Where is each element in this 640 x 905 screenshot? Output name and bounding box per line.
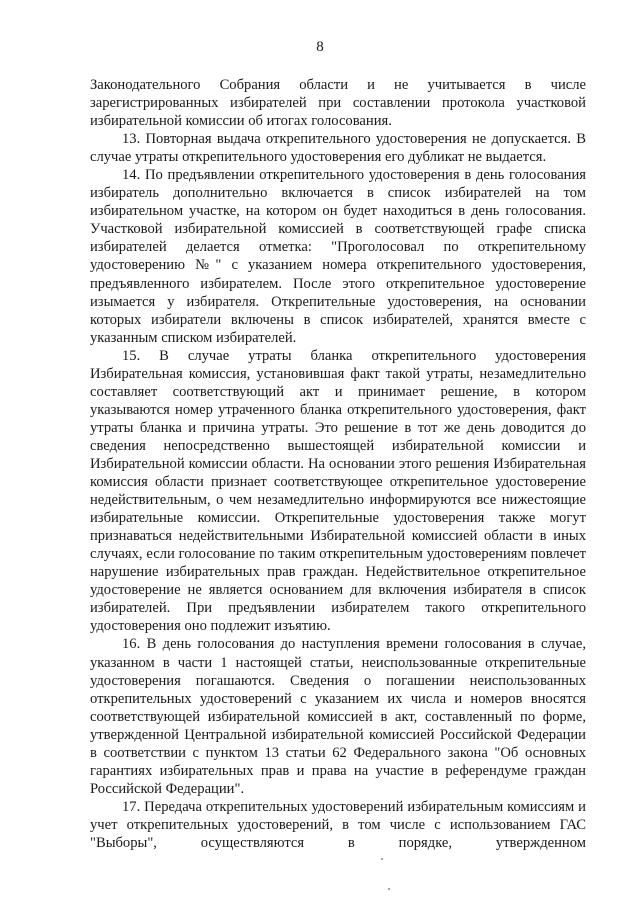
paragraph-14: 14. По предъявлении открепительного удостоверения в день голосования избиратель дополнительно включается в список избирателей на том избирательном участке, на котором он будет находиться в день голосования. Участковой избирательной комиссией в соответствующей графе списка избирателей делается отметка: "Проголосовал по открепительному удостоверению №" с указанием номера открепительного удостоверения, предъявленного избирателем. После этого открепительное удостоверение изымается у избирателя. Открепительные удостоверения, на основании которых избиратели включены в список избирателей, хранятся вместе с указанным списком избирателей. [90,167,586,346]
paragraph-17: 17. Передача открепительных удостоверений избирательным комиссиям и учет открепительных удостоверений, в том числе с использованием ГАС "Выборы", осуществляются в порядке, утвержденном [90,798,586,851]
scan-speck [381,858,383,860]
paragraph-13: 13. Повторная выдача открепительного удостоверения не допускается. В случае утраты открепительного удостоверения его дубликат не выдается. [90,131,586,166]
paragraph-16: 16. В день голосования до наступления времени голосования в случае, указанном в части 1 настоящей статьи, неиспользованные открепительные удостоверения погашаются. Сведения о погашении неиспользованных открепительных удостоверений с указанием их числа и номеров вносятся соответствующей избирательной комиссией в акт, составленный по форме, утвержденной Центральной избирательной комиссией Российской Федерации в соответствии с пунктом 13 статьи 62 Федерального закона "Об основных гарантиях избирательных прав и права на участие в референдуме граждан Российской Федерации". [90,636,586,797]
page-number: 8 [316,39,324,55]
document-body [90,76,586,852]
paragraph-continuation: Законодательного Собрания области и не учитывается в числе зарегистрированных избирателей при составлении протокола участковой избирательной комиссии об итогах голосования. [90,77,586,130]
scan-speck [388,888,390,890]
paragraph-15: 15. В случае утраты бланка открепительного удостоверения Избирательная комиссия, установившая факт такой утраты, незамедлительно составляет соответствующий акт и принимает решение, в котором указываются номер утраченного бланка открепительного удостоверения, факт утраты бланка и причина утраты. Это решение в тот же день доводится до сведения непосредственно вышестоящей избирательной комиссии и Избирательной комиссии области. На основании этого решения Избирательная комиссия области признает соответствующее открепительное удостоверение недействительным, о чем незамедлительно информируются все нижестоящие избирательные комиссии. Открепительные удостоверения также могут признаваться недействительными Избирательной комиссией области в иных случаях, если голосование по таким открепительным удостоверениям повлечет нарушение избирательных прав граждан. Недействительное открепительное удостоверение не является основанием для включения избирателя в список избирателей. При предъявлении избирателем такого открепительного удостоверения оно подлежит изъятию. [90,347,586,635]
